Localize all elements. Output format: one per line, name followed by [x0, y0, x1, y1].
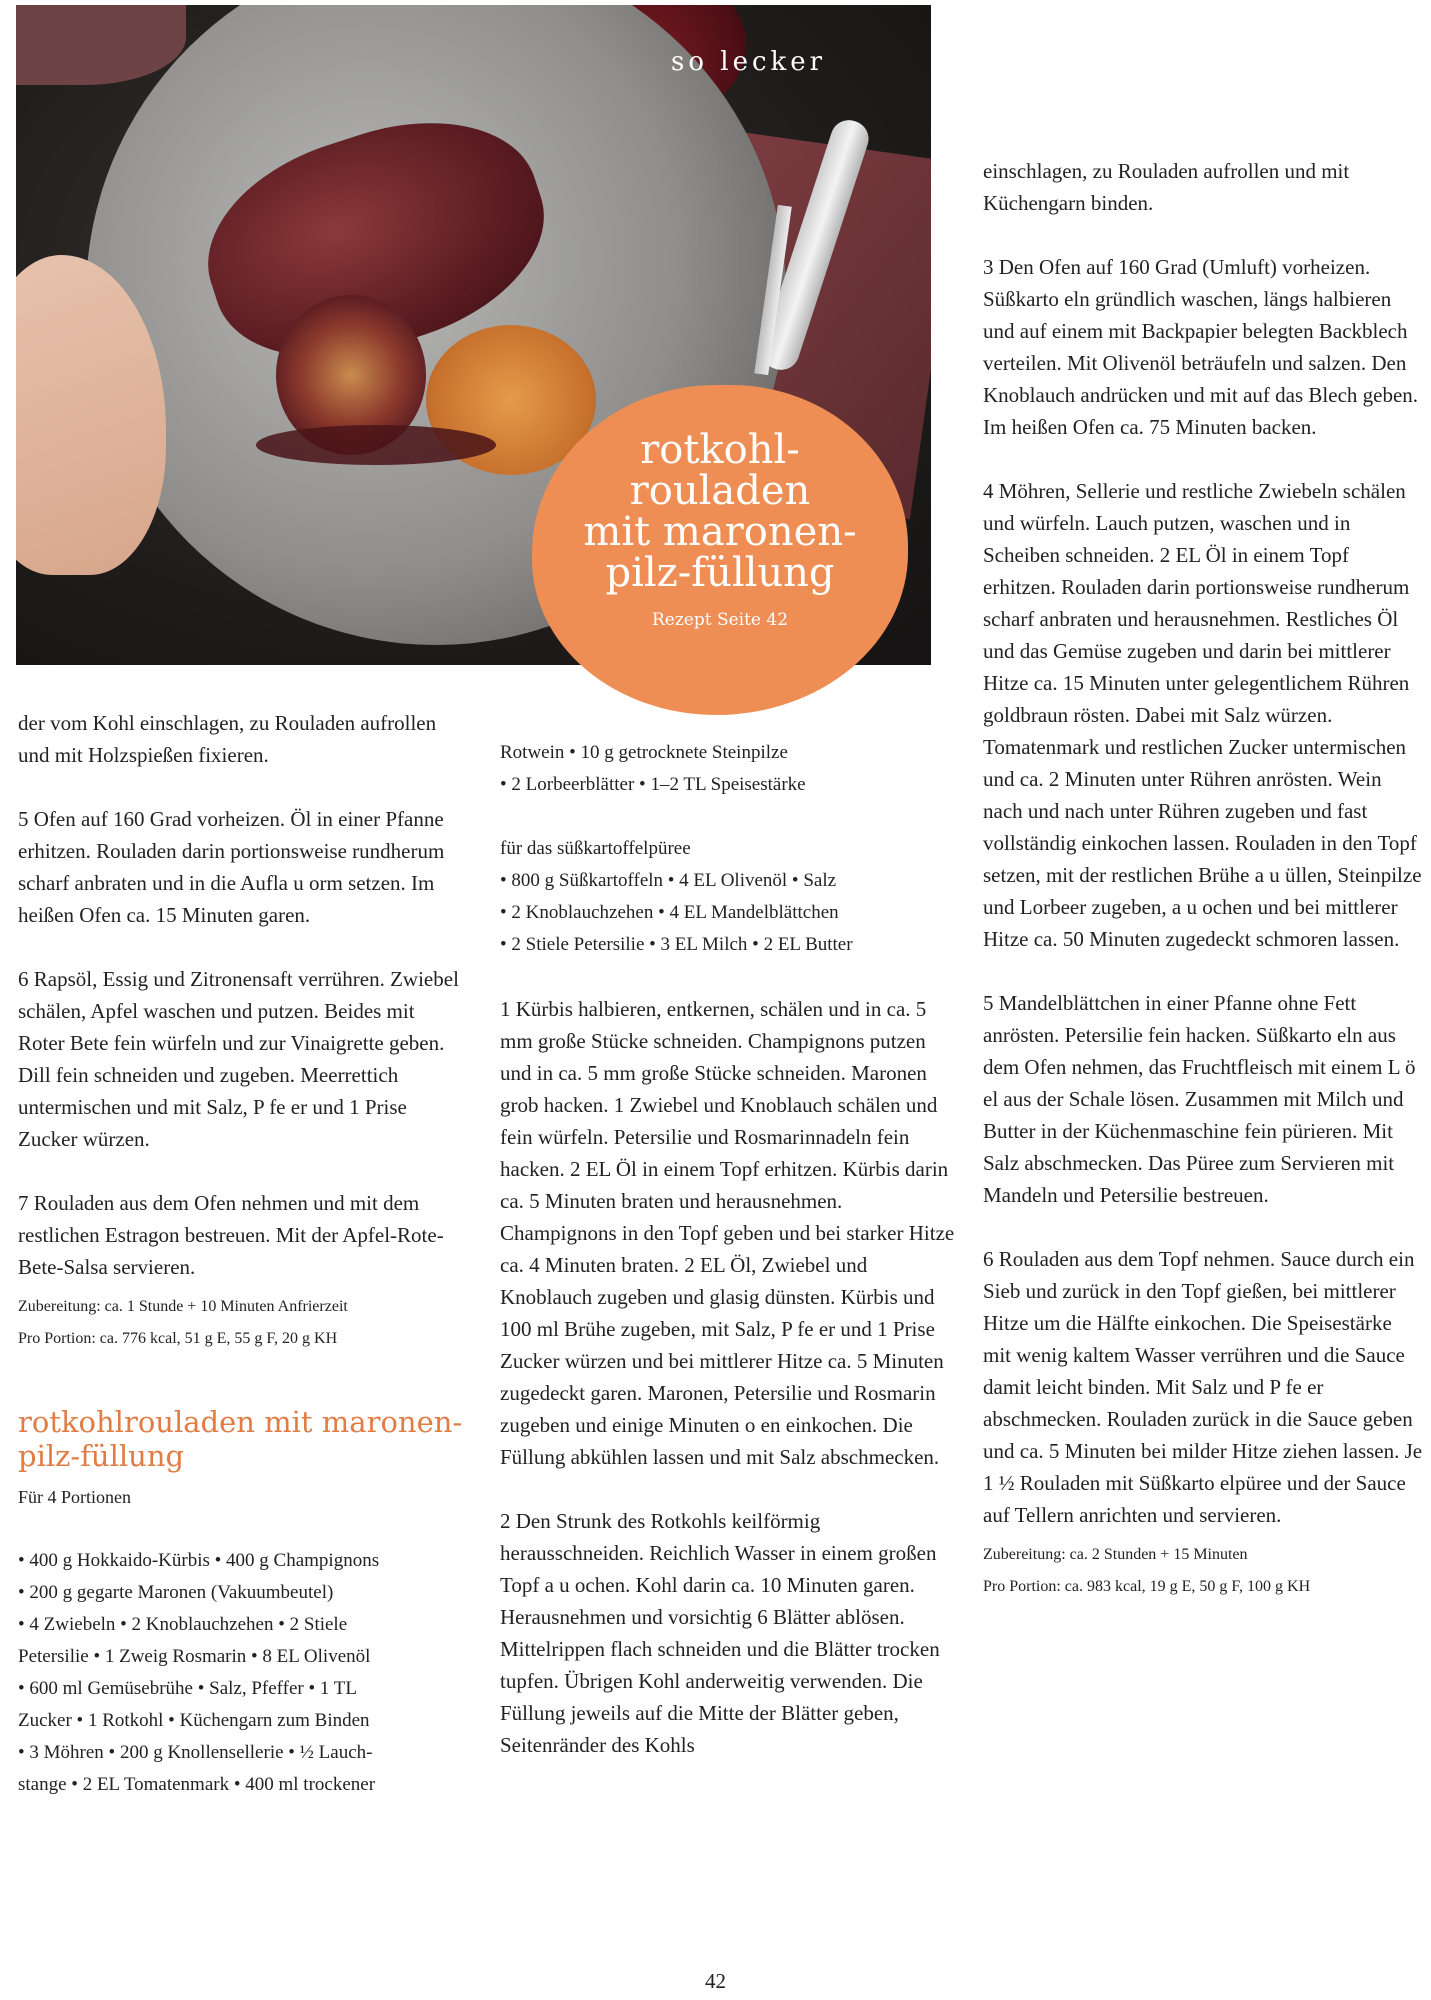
- sauce: [256, 425, 496, 465]
- ingredient-line: • 2 Knoblauchzehen • 4 EL Mandelblättchen: [500, 902, 839, 923]
- napkin-decoration: [16, 5, 186, 85]
- prep-time: Zubereitung: ca. 2 Stunden + 15 Minuten: [983, 1546, 1248, 1563]
- paragraph: 5 Mandelblättchen in einer Pfanne ohne Fett anrösten. Petersilie fein hacken. Süßkarto eln aus dem Ofen nehmen, das Fruchtfleisch mit einem L ö el aus der Schale lösen. Zusammen mit Milch und Butter in der Küchenmaschine fein pürieren. Mit Salz abschmecken. Das Püree zum Servieren mit Mandeln und Petersilie bestreuen.: [983, 991, 1416, 1207]
- ingredient-line: • 4 Zwiebeln • 2 Knoblauchzehen • 2 Stiele: [18, 1614, 348, 1635]
- ingredient-line: • 200 g gegarte Maronen (Vakuumbeutel): [18, 1582, 334, 1603]
- paragraph: 2 Den Strunk des Rotkohls keilförmig herausschneiden. Reichlich Wasser in einem großen Topf a u ochen. Kohl darin ca. 10 Minuten garen. Herausnehmen und vorsichtig 6 Blätter ablösen. Mittelrippen flach schneiden und die Blätter trocken tupfen. Übrigen Kohl anderweitig verwenden. Die Füllung jeweils auf die Mitte der Blätter geben, Seitenränder des Kohls: [500, 1509, 940, 1757]
- paragraph: 5 Ofen auf 160 Grad vorheizen. Öl in einer Pfanne erhitzen. Rouladen darin portionsweise rundherum scharf anbraten und in die Aufla u orm setzen. Im heißen Ofen ca. 15 Minuten garen.: [18, 807, 445, 927]
- recipe-title: rotkohlrouladen mit maronen-pilz-füllung: [18, 1405, 463, 1473]
- paragraph: 7 Rouladen aus dem Ofen nehmen und mit dem restlichen Estragon bestreuen. Mit der Apfel-Rote-Bete-Salsa servieren.: [18, 1191, 444, 1279]
- column-3: [983, 155, 1423, 1603]
- section-label: so lecker: [671, 47, 827, 77]
- sub-heading: für das süßkartoffelpüree: [500, 838, 691, 859]
- nutrition: Pro Portion: ca. 983 kcal, 19 g E, 50 g F, 100 g KH: [983, 1578, 1311, 1595]
- ingredient-line: • 3 Möhren • 200 g Knollensellerie • ½ Lauch-: [18, 1742, 373, 1763]
- paragraph: der vom Kohl einschlagen, zu Rouladen aufrollen und mit Holzspießen fixieren.: [18, 711, 437, 767]
- paragraph: einschlagen, zu Rouladen aufrollen und mit Küchengarn binden.: [983, 159, 1350, 215]
- ingredient-line: • 400 g Hokkaido-Kürbis • 400 g Champignons: [18, 1550, 380, 1571]
- ingredient-line: • 2 Stiele Petersilie • 3 EL Milch • 2 EL Butter: [500, 934, 853, 955]
- hero-title: rotkohl- rouladen mit maronen- pilz-füllung: [583, 427, 857, 596]
- paragraph: 1 Kürbis halbieren, entkernen, schälen und in ca. 5 mm große Stücke schneiden. Champignons putzen und in ca. 5 mm große Stücke schneiden. Maronen grob hacken. 1 Zwiebel und Knoblauch schälen und fein würfeln. Petersilie und Rosmarinnadeln fein hacken. 2 EL Öl in einem Topf erhitzen. Kürbis darin ca. 5 Minuten braten und herausnehmen. Champignons in den Topf geben und bei starker Hitze ca. 4 Minuten braten. 2 EL Öl, Zwiebel und Knoblauch zugeben und glasig dünsten. Kürbis und 100 ml Brühe zugeben, mit Salz, P fe er und 1 Prise Zucker würzen und bei mittlerer Hitze ca. 5 Minuten zugedeckt garen. Maronen, Petersilie und Rosmarin zugeben und einige Minuten o en einkochen. Die Füllung abkühlen lassen und mit Salz abschmecken.: [500, 997, 955, 1469]
- paragraph: 3 Den Ofen auf 160 Grad (Umluft) vorheizen. Süßkarto eln gründlich waschen, längs halbieren und auf einem mit Backpapier belegten Backblech verteilen. Mit Olivenöl beträufeln und salzen. Den Knoblauch andrücken und mit auf das Blech geben. Im heißen Ofen ca. 75 Minuten backen.: [983, 255, 1419, 439]
- ingredient-line: • 2 Lorbeerblätter • 1–2 TL Speisestärke: [500, 774, 806, 795]
- column-2: [500, 737, 960, 1793]
- ingredient-line: Zucker • 1 Rotkohl • Küchengarn zum Binden: [18, 1710, 370, 1731]
- ingredient-line: • 600 ml Gemüsebrühe • Salz, Pfeffer • 1 TL: [18, 1678, 358, 1699]
- title-badge: [532, 385, 908, 715]
- paragraph: 6 Rouladen aus dem Topf nehmen. Sauce durch ein Sieb und zurück in den Topf gießen, bei mittlerer Hitze um die Hälfte einkochen. Die Speisestärke mit wenig kaltem Wasser verrühren und die Sauce damit leicht binden. Mit Salz und P fe er abschmecken. Rouladen zurück in die Sauce geben und ca. 5 Minuten bei milder Hitze ziehen lassen. Je 1 ½ Rouladen mit Süßkarto elpüree und der Sauce auf Tellern anrichten und servieren.: [983, 1247, 1423, 1527]
- ingredient-line: stange • 2 EL Tomatenmark • 400 ml trockener: [18, 1774, 376, 1795]
- hero-subtitle: Rezept Seite 42: [651, 610, 789, 630]
- portions: Für 4 Portionen: [18, 1487, 132, 1507]
- prep-time: Zubereitung: ca. 1 Stunde + 10 Minuten Anfrierzeit: [18, 1298, 348, 1315]
- nutrition: Pro Portion: ca. 776 kcal, 51 g E, 55 g F, 20 g KH: [18, 1330, 338, 1347]
- ingredient-line: Petersilie • 1 Zweig Rosmarin • 8 EL Olivenöl: [18, 1646, 371, 1667]
- paragraph: 6 Rapsöl, Essig und Zitronensaft verrühren. Zwiebel schälen, Apfel waschen und putzen. Beides mit Roter Bete fein würfeln und zur Vinaigrette geben. Dill fein schneiden und zugeben. Meerrettich untermischen und mit Salz, P fe er und 1 Prise Zucker würzen.: [18, 967, 459, 1151]
- ingredient-line: Rotwein • 10 g getrocknete Steinpilze: [500, 742, 788, 763]
- paragraph: 4 Möhren, Sellerie und restliche Zwiebeln schälen und würfeln. Lauch putzen, waschen und in Scheiben schneiden. 2 EL Öl in einem Topf erhitzen. Rouladen darin portionsweise rundherum scharf anbraten und herausnehmen. Restliches Öl und das Gemüse zugeben und darin bei mittlerer Hitze ca. 15 Minuten unter gelegentlichem Rühren goldbraun rösten. Dabei mit Salz würzen. Tomatenmark und restlichen Zucker untermischen und ca. 2 Minuten unter Rühren anrösten. Wein nach und nach unter Rühren zugeben und fast vollständig einkochen lassen. Rouladen in den Topf setzen, mit der restlichen Brühe a u üllen, Steinpilze und Lorbeer zugeben, a u ochen und bei mittlerer Hitze ca. 50 Minuten zugedeckt schmoren lassen.: [983, 479, 1422, 951]
- ingredient-line: • 800 g Süßkartoffeln • 4 EL Olivenöl • Salz: [500, 870, 837, 891]
- column-1: [18, 707, 463, 1801]
- page-number: 42: [705, 1969, 726, 1993]
